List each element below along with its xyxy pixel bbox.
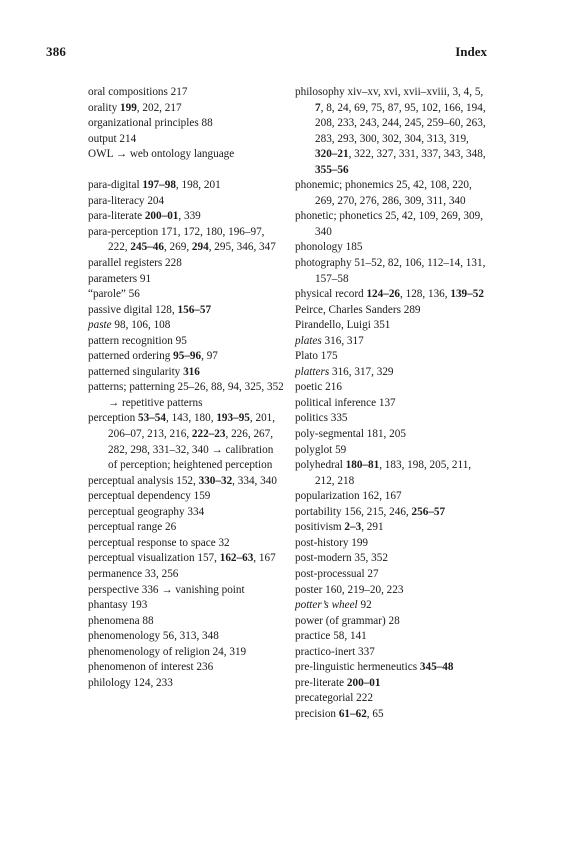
index-entry <box>295 536 491 552</box>
entry-text: “parole” 56 <box>88 288 140 301</box>
index-entry <box>295 614 491 630</box>
index-entry <box>88 287 284 303</box>
entry-page-bold: 61–62 <box>338 707 367 720</box>
entry-text: phenomenology 56, 313, 348 <box>88 630 219 643</box>
entry-text: precategorial 222 <box>295 692 373 705</box>
entry-page-bold: 193–95 <box>216 412 250 425</box>
index-entry <box>295 380 491 396</box>
entry-text: , 269, <box>163 241 192 254</box>
index-entry <box>88 583 284 599</box>
entry-text: post-processual 27 <box>295 567 379 580</box>
entry-text: , 97 <box>201 350 218 363</box>
index-entry <box>295 629 491 645</box>
entry-text: permanence 33, 256 <box>88 567 179 580</box>
entry-text: , 167 <box>253 552 276 565</box>
entry-page-bold: 7 <box>315 101 321 114</box>
index-entry <box>295 489 491 505</box>
entry-text: 316, 317 <box>321 334 364 347</box>
entry-text: physical record <box>295 288 367 301</box>
entry-text: practice 58, 141 <box>295 630 367 643</box>
index-entry <box>295 707 491 723</box>
entry-page-bold: 355–56 <box>315 163 349 176</box>
entry-text: , 226, 267, 282, 298, 331–32, 340 → calibration of perception; heightened perception <box>108 428 274 472</box>
index-entry <box>295 676 491 692</box>
entry-text: parameters 91 <box>88 272 152 285</box>
entry-text: perceptual dependency 159 <box>88 490 211 503</box>
index-entry <box>295 396 491 412</box>
entry-text: practico-inert 337 <box>295 645 375 658</box>
entry-text: 92 <box>357 599 372 612</box>
entry-page-bold: 345–48 <box>419 661 454 674</box>
entry-page-bold: 200–01 <box>144 210 179 223</box>
entry-text: polyglot 59 <box>295 443 347 456</box>
entry-text: philosophy xiv–xv, xvi, xvii–xviii, 3, 4, 5, <box>295 86 484 98</box>
entry-text: para-digital <box>88 179 143 192</box>
index-entry <box>295 85 491 178</box>
index-entry <box>295 256 491 287</box>
entry-text: 316, 317, 329 <box>329 365 394 378</box>
index-entry <box>88 85 284 101</box>
index-entry <box>88 474 284 490</box>
index-entry <box>88 645 284 661</box>
entry-page-bold: 330–32 <box>198 474 233 487</box>
entry-text: para-literacy 204 <box>88 194 165 207</box>
index-entry <box>88 209 284 225</box>
index-entry <box>88 598 284 614</box>
entry-text: , 65 <box>366 707 384 720</box>
index-entry <box>88 132 284 148</box>
index-entry <box>88 194 284 210</box>
entry-page-bold: 316 <box>183 365 200 378</box>
entry-text: polyhedral <box>295 459 346 472</box>
index-entry <box>88 272 284 288</box>
index-entry <box>88 614 284 630</box>
index-entry <box>295 303 491 319</box>
entry-page-bold: 53–54 <box>138 412 166 425</box>
entry-text: perceptual range 26 <box>88 521 177 534</box>
entry-text: phonology 185 <box>295 241 363 254</box>
index-entry <box>295 349 491 365</box>
index-entry <box>88 505 284 521</box>
index-entry <box>295 567 491 583</box>
entry-group-gap <box>88 163 284 179</box>
index-entry <box>88 178 284 194</box>
entry-page-bold: 124–26 <box>366 288 401 301</box>
entry-text: perceptual geography 334 <box>88 505 205 518</box>
index-entry <box>88 676 284 692</box>
entry-page-bold: 294 <box>191 241 209 254</box>
entry-text: phenomenon of interest 236 <box>88 661 214 674</box>
index-entry <box>88 536 284 552</box>
index-entry <box>295 365 491 381</box>
index-column-right <box>295 85 491 722</box>
entry-term-italic: potter’s wheel <box>295 599 358 612</box>
index-entry <box>295 178 491 209</box>
index-entry <box>295 318 491 334</box>
entry-text: phenomenology of religion 24, 319 <box>88 645 247 658</box>
index-entry <box>88 660 284 676</box>
index-entry <box>295 583 491 599</box>
entry-text: , 198, 201 <box>175 179 221 192</box>
entry-page-bold: 139–52 <box>450 288 484 301</box>
index-entry <box>88 411 284 473</box>
entry-text: , 8, 24, 69, 75, 87, 95, 102, 166, 194, 208, 233, 243, 244, 245, 259–60, 263, 283, 293, 300, 302, 304, 313, 319, <box>315 101 486 145</box>
index-entry <box>88 225 284 256</box>
index-entry <box>88 551 284 567</box>
index-entry <box>88 101 284 117</box>
index-entry <box>295 505 491 521</box>
entry-term-italic: plates <box>295 334 322 347</box>
entry-page-bold: 199 <box>120 101 137 114</box>
index-column-left <box>88 85 284 691</box>
entry-text: patterns; patterning 25–26, 88, 94, 325, 352 → repetitive patterns <box>88 381 284 409</box>
entry-text: pre-literate <box>295 676 347 689</box>
entry-text: output 214 <box>88 132 137 145</box>
entry-term-italic: platters <box>295 365 330 378</box>
index-entry <box>88 567 284 583</box>
entry-page-bold: 197–98 <box>142 179 176 192</box>
index-entry <box>88 380 284 411</box>
index-entry <box>295 240 491 256</box>
entry-text: precision <box>295 707 339 720</box>
entry-text: passive digital 128, <box>88 303 178 316</box>
index-entry <box>88 116 284 132</box>
entry-page-bold: 222–23 <box>191 428 226 441</box>
index-entry <box>295 209 491 240</box>
entry-text: Plato 175 <box>295 350 338 363</box>
entry-text: organizational principles 88 <box>88 117 213 130</box>
index-entry <box>88 318 284 334</box>
entry-page-bold: 95–96 <box>173 350 202 363</box>
entry-text: phantasy 193 <box>88 599 148 612</box>
index-entry <box>88 365 284 381</box>
entry-text: patterned ordering <box>88 350 174 363</box>
entry-text: political inference 137 <box>295 396 396 409</box>
entry-text: post-modern 35, 352 <box>295 552 388 565</box>
index-entry <box>295 443 491 459</box>
index-entry <box>295 520 491 536</box>
entry-page-bold: 200–01 <box>346 676 381 689</box>
entry-text: phonemic; phonemics 25, 42, 108, 220, 269, 270, 276, 286, 309, 311, 340 <box>295 179 472 207</box>
entry-text: Peirce, Charles Sanders 289 <box>295 303 421 316</box>
entry-text: poster 160, 219–20, 223 <box>295 583 404 596</box>
index-entry <box>295 287 491 303</box>
entry-text: , 201, 206–07, 213, 216, <box>108 412 276 441</box>
entry-text: , 143, 180, <box>165 412 217 425</box>
index-entry <box>295 411 491 427</box>
entry-text: , 202, 217 <box>136 101 182 114</box>
entry-text: philology 124, 233 <box>88 676 173 689</box>
entry-text: OWL → web ontology language <box>88 148 235 161</box>
index-entry <box>295 691 491 707</box>
index-entry <box>295 458 491 489</box>
entry-text: pre-linguistic hermeneutics <box>295 661 420 674</box>
entry-text: patterned singularity <box>88 365 184 378</box>
entry-text: , 334, 340 <box>232 474 277 487</box>
entry-text: para-literate <box>88 210 145 223</box>
entry-text: perspective 336 → vanishing point <box>88 583 245 596</box>
entry-text: parallel registers 228 <box>88 257 182 270</box>
index-entry <box>88 303 284 319</box>
entry-text: oral compositions 217 <box>88 86 188 98</box>
entry-text: post-history 199 <box>295 536 369 549</box>
entry-text: , 291 <box>361 521 384 534</box>
entry-text: 98, 106, 108 <box>111 319 171 332</box>
index-entry <box>295 598 491 614</box>
entry-text: perceptual response to space 32 <box>88 536 230 549</box>
entry-text: perceptual visualization 157, <box>88 552 220 565</box>
index-entry <box>88 349 284 365</box>
entry-text: photography 51–52, 82, 106, 112–14, 131, 157–58 <box>295 257 486 285</box>
entry-text: popularization 162, 167 <box>295 490 402 503</box>
entry-text: , 339 <box>178 210 201 223</box>
entry-text: , 322, 327, 331, 337, 343, 348, <box>348 148 486 161</box>
entry-page-bold: 156–57 <box>177 303 212 316</box>
index-entry <box>295 645 491 661</box>
entry-text: poly-segmental 181, 205 <box>295 428 406 441</box>
index-entry <box>88 334 284 350</box>
entry-text: portability 156, 215, 246, <box>295 505 412 518</box>
entry-page-bold: 2–3 <box>344 521 362 534</box>
index-entry <box>295 660 491 676</box>
entry-text: perceptual analysis 152, <box>88 474 199 487</box>
entry-text: , 183, 198, 205, 211, 212, 218 <box>315 459 472 487</box>
entry-page-bold: 162–63 <box>219 552 254 565</box>
entry-text: orality <box>88 101 121 114</box>
index-entry <box>295 334 491 350</box>
entry-text: positivism <box>295 521 345 534</box>
index-entry <box>88 520 284 536</box>
entry-text: phonetic; phonetics 25, 42, 109, 269, 309, 340 <box>295 210 483 238</box>
running-head: Index <box>455 44 487 59</box>
index-entry <box>295 427 491 443</box>
index-entry <box>88 147 284 163</box>
entry-text: poetic 216 <box>295 381 342 394</box>
entry-text: pattern recognition 95 <box>88 334 187 347</box>
entry-text: politics 335 <box>295 412 348 425</box>
entry-text: , 295, 346, 347 <box>208 241 276 254</box>
entry-page-bold: 320–21 <box>315 148 349 161</box>
entry-text: power (of grammar) 28 <box>295 614 400 627</box>
index-entry <box>88 629 284 645</box>
index-entry <box>88 489 284 505</box>
entry-text: perception <box>88 412 139 425</box>
entry-page-bold: 256–57 <box>411 505 446 518</box>
entry-term-italic: paste <box>88 319 112 332</box>
entry-text: phenomena 88 <box>88 614 154 627</box>
entry-page-bold: 245–46 <box>130 241 164 254</box>
page-number: 386 <box>46 44 67 59</box>
index-entry <box>295 551 491 567</box>
entry-text: para-perception 171, 172, 180, 196–97, 222, <box>88 225 265 254</box>
entry-text: Pirandello, Luigi 351 <box>295 319 391 332</box>
index-entry <box>88 256 284 272</box>
entry-text: , 128, 136, <box>400 288 451 301</box>
entry-page-bold: 180–81 <box>345 459 380 472</box>
